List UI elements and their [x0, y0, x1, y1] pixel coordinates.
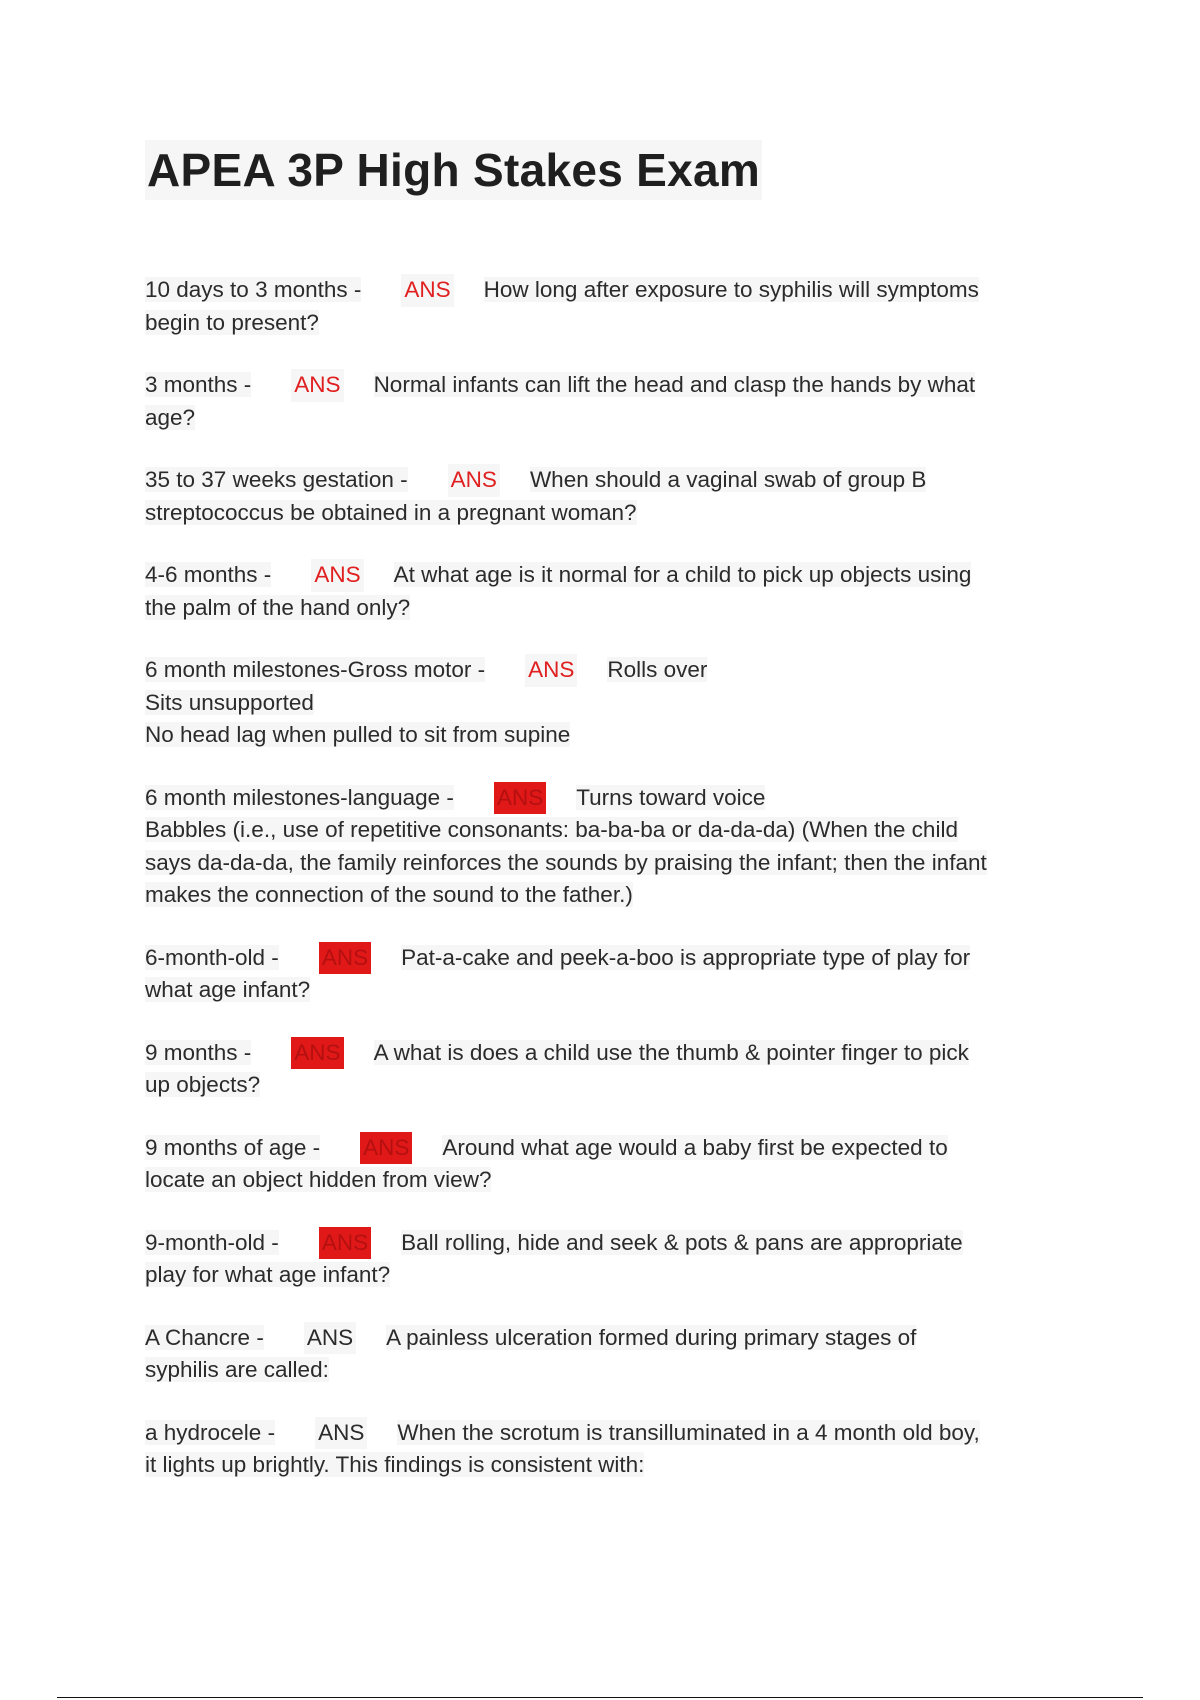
question-text: Normal infants can lift the head and clasp the hands by what: [373, 372, 976, 397]
question-text: A what is does a child use the thumb & pointer finger to pick: [373, 1039, 969, 1065]
qa-entry: [145, 942, 1065, 1007]
question-text: makes the connection of the sound to the father.): [145, 882, 633, 907]
question-text-continued: [145, 687, 1065, 720]
ans-marker: ANS: [494, 782, 546, 815]
question-text: How long after exposure to syphilis will symptoms: [483, 277, 979, 302]
qa-entry: [145, 1322, 1065, 1387]
question-text-continued: [145, 1164, 1065, 1197]
qa-entry: [145, 1132, 1065, 1197]
ans-marker: ANS: [315, 1417, 367, 1450]
qa-first-line: [145, 1322, 1065, 1355]
question-text: Ball rolling, hide and seek & pots & pans are appropriate: [401, 1229, 963, 1255]
question-text: begin to present?: [145, 309, 319, 335]
question-text: Rolls over: [607, 657, 708, 682]
question-text-continued: [145, 1069, 1065, 1102]
question-text: Pat-a-cake and peek-a-boo is appropriate type of play for: [401, 944, 971, 970]
answer-term: 6 month milestones-language -: [145, 784, 454, 810]
qa-first-line: [145, 942, 1065, 975]
qa-first-line: [145, 559, 1065, 592]
ans-marker: ANS: [291, 1037, 343, 1070]
ans-marker: ANS: [319, 942, 371, 975]
question-text: the palm of the hand only?: [145, 594, 411, 620]
answer-term: 35 to 37 weeks gestation -: [145, 467, 408, 492]
qa-first-line: [145, 1227, 1065, 1260]
qa-first-line: [145, 654, 1065, 687]
qa-entry: [145, 464, 1065, 529]
qa-entry: [145, 274, 1065, 339]
question-text: No head lag when pulled to sit from supine: [145, 722, 571, 747]
ans-marker: ANS: [304, 1322, 356, 1355]
question-text-continued: [145, 847, 1065, 880]
question-text-continued: [145, 814, 1065, 847]
qa-entry: [145, 1417, 1065, 1482]
question-text-continued: [145, 1449, 1065, 1482]
ans-marker: ANS: [401, 274, 453, 307]
question-text: Babbles (i.e., use of repetitive consonants: ba-ba-ba or da-da-da) (When the child: [145, 817, 958, 842]
question-text-continued: [145, 879, 1065, 912]
question-text: Around what age would a baby first be expected to: [442, 1134, 948, 1160]
ans-marker: ANS: [525, 654, 577, 687]
answer-term: 10 days to 3 months -: [145, 277, 362, 302]
question-text: When should a vaginal swab of group B: [529, 467, 927, 492]
question-text-continued: [145, 402, 1065, 435]
document-page: [145, 140, 1065, 1512]
question-text: what age infant?: [145, 977, 311, 1002]
question-text: play for what age infant?: [145, 1262, 391, 1287]
qa-entry: [145, 1227, 1065, 1292]
question-text-continued: [145, 719, 1065, 752]
entry-list: [145, 274, 1065, 1482]
question-text: Sits unsupported: [145, 689, 314, 715]
question-text-continued: [145, 592, 1065, 625]
question-text-continued: [145, 307, 1065, 340]
ans-marker: ANS: [448, 464, 500, 497]
answer-term: 6-month-old -: [145, 944, 279, 970]
qa-first-line: [145, 464, 1065, 497]
ans-marker: ANS: [360, 1132, 412, 1165]
ans-marker: ANS: [311, 559, 363, 592]
question-text: At what age is it normal for a child to pick up objects using: [393, 562, 972, 587]
answer-term: 9-month-old -: [145, 1229, 279, 1255]
qa-entry: [145, 654, 1065, 752]
answer-term: A Chancre -: [145, 1324, 264, 1350]
question-text-continued: [145, 974, 1065, 1007]
qa-first-line: [145, 1417, 1065, 1450]
qa-entry: [145, 1037, 1065, 1102]
question-text: Turns toward voice: [576, 784, 766, 810]
qa-first-line: [145, 369, 1065, 402]
answer-term: 9 months of age -: [145, 1134, 321, 1160]
page-bottom-rule: [57, 1697, 1143, 1698]
question-text-continued: [145, 497, 1065, 530]
qa-entry: [145, 782, 1065, 912]
question-text: it lights up brightly. This findings is consistent with:: [145, 1452, 645, 1477]
question-text: up objects?: [145, 1072, 261, 1097]
question-text-continued: [145, 1259, 1065, 1292]
ans-marker: ANS: [319, 1227, 371, 1260]
answer-term: a hydrocele -: [145, 1419, 276, 1445]
qa-first-line: [145, 1037, 1065, 1070]
answer-term: 9 months -: [145, 1039, 252, 1065]
qa-first-line: [145, 1132, 1065, 1165]
answer-term: 4-6 months -: [145, 562, 272, 587]
question-text: When the scrotum is transilluminated in a 4 month old boy,: [397, 1419, 980, 1445]
qa-first-line: [145, 782, 1065, 815]
page-title: APEA 3P High Stakes Exam: [145, 140, 762, 200]
qa-entry: [145, 559, 1065, 624]
question-text: A painless ulceration formed during primary stages of: [386, 1324, 917, 1350]
question-text: age?: [145, 404, 196, 430]
question-text-continued: [145, 1354, 1065, 1387]
question-text: syphilis are called:: [145, 1357, 329, 1382]
question-text: locate an object hidden from view?: [145, 1167, 492, 1192]
question-text: says da-da-da, the family reinforces the sounds by praising the infant; then the infant: [145, 849, 987, 875]
qa-entry: [145, 369, 1065, 434]
answer-term: 3 months -: [145, 372, 252, 397]
qa-first-line: [145, 274, 1065, 307]
ans-marker: ANS: [291, 369, 343, 402]
question-text: streptococcus be obtained in a pregnant woman?: [145, 499, 637, 525]
answer-term: 6 month milestones-Gross motor -: [145, 657, 486, 682]
